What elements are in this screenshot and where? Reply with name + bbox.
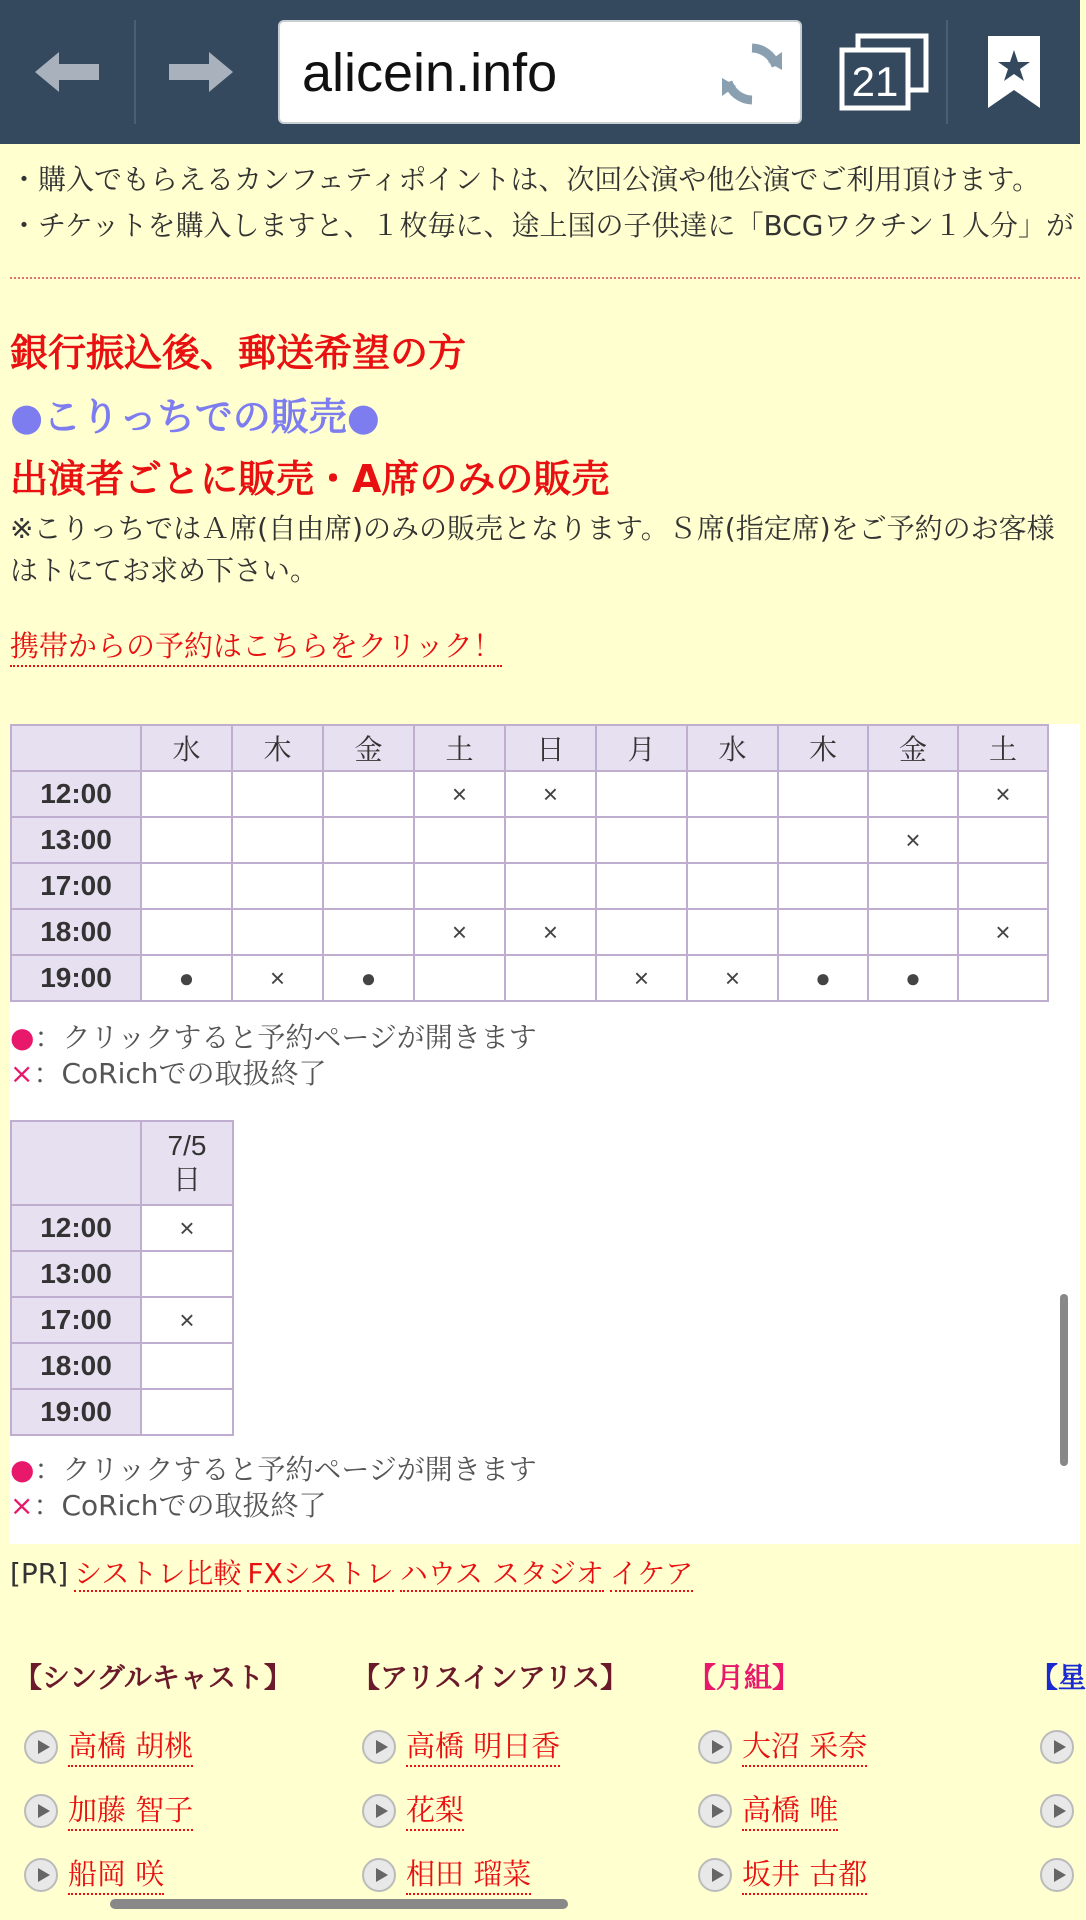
empty-slot [323, 817, 414, 863]
play-icon[interactable] [24, 1794, 58, 1828]
day-label: 日 [172, 1164, 201, 1195]
sold-out-mark: × [414, 909, 505, 955]
time-label: 12:00 [11, 771, 141, 817]
reserve-dot-icon[interactable]: ● [141, 955, 232, 1001]
pr-links [10, 1552, 693, 1592]
horizontal-scrollbar[interactable] [110, 1899, 568, 1909]
schedule-table-2 [10, 1120, 234, 1436]
sold-out-mark: × [141, 1297, 233, 1343]
empty-slot [687, 817, 778, 863]
empty-slot [141, 909, 232, 955]
forward-button[interactable] [146, 20, 256, 124]
day-header: 月 [596, 725, 687, 771]
empty-slot [232, 909, 323, 955]
bank-transfer-heading: 銀行振込後、郵送希望の方 [10, 331, 467, 375]
empty-slot [958, 817, 1048, 863]
cast-member-link[interactable]: 相田 瑠菜 [406, 1852, 531, 1895]
reserve-dot-icon[interactable]: ● [323, 955, 414, 1001]
pr-link[interactable]: ハウス スタジオ [399, 1557, 604, 1590]
pr-label: [PR] [10, 1557, 69, 1590]
date-header-row [11, 1121, 233, 1205]
play-icon[interactable] [1040, 1858, 1074, 1892]
legend-x-text: ：CoRichでの取扱終了 [33, 1057, 327, 1090]
cast-column-title: 【アリスインアリス】 [352, 1661, 629, 1694]
reserve-dot-icon: ● [10, 1021, 35, 1054]
empty-slot [414, 863, 505, 909]
empty-slot [958, 863, 1048, 909]
empty-slot [505, 817, 596, 863]
legend-dot-text: ：クリックすると予約ページが開きます [34, 1021, 537, 1054]
legend-2 [10, 1452, 537, 1524]
play-icon[interactable] [24, 1858, 58, 1892]
reload-icon[interactable] [718, 40, 786, 108]
empty-slot [232, 771, 323, 817]
schedule-row [11, 817, 1048, 863]
empty-slot [414, 955, 505, 1001]
sold-out-mark: × [141, 1205, 233, 1251]
back-button[interactable] [12, 20, 122, 124]
empty-slot [868, 909, 958, 955]
time-label: 18:00 [11, 909, 141, 955]
sold-out-mark: × [414, 771, 505, 817]
arrow-right-icon [167, 50, 235, 94]
cast-column-title: 【月組】 [688, 1661, 801, 1694]
date-label: 7/5 [167, 1130, 207, 1161]
empty-slot [778, 863, 868, 909]
cast-column-title: 【シングルキャスト】 [14, 1661, 292, 1694]
sold-out-mark: × [687, 955, 778, 1001]
empty-slot [596, 909, 687, 955]
intro-line-1: ・購入でもらえるカンフェティポイントは、次回公演や他公演でご利用頂けます。 [10, 163, 1041, 196]
tabs-button[interactable] [838, 28, 934, 116]
section-divider [10, 277, 1080, 279]
play-icon[interactable] [362, 1858, 396, 1892]
play-icon[interactable] [1040, 1730, 1074, 1764]
seat-note: ※こりっちではＡ席(自由席)のみの販売となります。Ｓ席(指定席)をご予約のお客様はトにてお求め下さい。 [10, 512, 1055, 587]
intro-line-2: ・チケットを購入しますと、１枚毎に、途上国の子供達に「BCGワクチン１人分」が [10, 209, 1075, 242]
sold-out-mark: × [958, 771, 1048, 817]
cast-member-link[interactable]: 坂井 古都 [742, 1852, 867, 1895]
empty-slot [687, 909, 778, 955]
empty-slot [141, 1251, 233, 1297]
time-label: 13:00 [11, 1251, 141, 1297]
time-label: 13:00 [11, 817, 141, 863]
cast-member-link[interactable]: 高橋 唯 [742, 1788, 838, 1831]
empty-slot [141, 1343, 233, 1389]
time-label: 19:00 [11, 955, 141, 1001]
empty-slot [778, 817, 868, 863]
play-icon[interactable] [362, 1730, 396, 1764]
reserve-dot-icon[interactable]: ● [868, 955, 958, 1001]
empty-slot [687, 771, 778, 817]
play-icon[interactable] [698, 1794, 732, 1828]
schedule-table-1 [10, 724, 1049, 1002]
toolbar-divider [134, 20, 136, 124]
empty-slot [232, 863, 323, 909]
empty-slot [596, 817, 687, 863]
vertical-scrollbar[interactable] [1060, 1294, 1068, 1466]
play-icon[interactable] [362, 1794, 396, 1828]
cast-column-title: 【星 [1030, 1661, 1086, 1694]
empty-slot [141, 863, 232, 909]
empty-slot [414, 817, 505, 863]
day-header: 水 [687, 725, 778, 771]
schedule-row [11, 1297, 233, 1343]
sold-out-mark: × [505, 771, 596, 817]
play-icon[interactable] [1040, 1794, 1074, 1828]
date-header [141, 1121, 233, 1205]
corner-cell [11, 725, 141, 771]
legend-1 [10, 1020, 537, 1092]
sold-out-mark: × [958, 909, 1048, 955]
sold-out-mark: × [232, 955, 323, 1001]
pr-link[interactable]: FXシストレ [247, 1557, 394, 1590]
empty-slot [596, 771, 687, 817]
legend-x-text: ：CoRichでの取扱終了 [33, 1489, 327, 1522]
empty-slot [868, 863, 958, 909]
day-header: 木 [232, 725, 323, 771]
empty-slot [778, 909, 868, 955]
mobile-reservation-link[interactable]: 携帯からの予約はこちらをクリック！ [10, 624, 502, 667]
empty-slot [323, 771, 414, 817]
play-icon[interactable] [698, 1730, 732, 1764]
time-label: 19:00 [11, 1389, 141, 1435]
day-header: 金 [323, 725, 414, 771]
pr-link[interactable]: イケア [609, 1557, 694, 1590]
empty-slot [778, 771, 868, 817]
empty-slot [323, 909, 414, 955]
reserve-dot-icon: ● [10, 1453, 35, 1486]
day-header: 土 [958, 725, 1048, 771]
tab-count: 21 [851, 58, 899, 105]
empty-slot [141, 1389, 233, 1435]
day-header: 土 [414, 725, 505, 771]
schedule-row [11, 1389, 233, 1435]
empty-slot [868, 771, 958, 817]
sold-out-mark: × [868, 817, 958, 863]
toolbar-divider [946, 20, 948, 124]
url-text: alicein.info [302, 43, 558, 103]
reserve-dot-icon[interactable]: ● [778, 955, 868, 1001]
closed-x-icon: × [10, 1057, 34, 1090]
day-header: 木 [778, 725, 868, 771]
time-label: 17:00 [11, 1297, 141, 1343]
cast-member-link[interactable]: 加藤 智子 [68, 1788, 193, 1831]
page-content [0, 144, 1086, 1920]
empty-slot [687, 863, 778, 909]
address-bar[interactable] [278, 20, 802, 124]
empty-slot [505, 863, 596, 909]
day-header: 水 [141, 725, 232, 771]
schedule-row [11, 955, 1048, 1001]
bookmark-icon[interactable] [984, 32, 1044, 112]
schedule-row [11, 1343, 233, 1389]
cast-member-link[interactable]: 高橋 明日香 [406, 1724, 560, 1767]
day-header-row [11, 725, 1048, 771]
corich-heading: ●こりっちでの販売● [10, 395, 380, 439]
schedule-row [11, 909, 1048, 955]
time-label: 17:00 [11, 863, 141, 909]
time-label: 18:00 [11, 1343, 141, 1389]
browser-toolbar [0, 0, 1080, 144]
schedule-row [11, 863, 1048, 909]
play-icon[interactable] [698, 1858, 732, 1892]
empty-slot [958, 955, 1048, 1001]
empty-slot [232, 817, 323, 863]
closed-x-icon: × [10, 1489, 34, 1522]
sold-out-mark: × [505, 909, 596, 955]
schedule-row [11, 771, 1048, 817]
time-label: 12:00 [11, 1205, 141, 1251]
per-actor-heading: 出演者ごとに販売・A席のみの販売 [10, 457, 610, 501]
empty-slot [323, 863, 414, 909]
cast-member-link[interactable]: 高橋 胡桃 [68, 1724, 193, 1767]
day-header: 金 [868, 725, 958, 771]
cast-member-link[interactable]: 大沼 采奈 [742, 1724, 867, 1767]
sold-out-mark: × [596, 955, 687, 1001]
pr-link[interactable]: シストレ比較 [74, 1557, 242, 1590]
legend-dot-text: ：クリックすると予約ページが開きます [34, 1453, 537, 1486]
cast-member-link[interactable]: 船岡 咲 [68, 1852, 164, 1895]
schedule-row [11, 1205, 233, 1251]
empty-slot [596, 863, 687, 909]
corner-cell [11, 1121, 141, 1205]
empty-slot [141, 817, 232, 863]
play-icon[interactable] [24, 1730, 58, 1764]
arrow-left-icon [33, 50, 101, 94]
cast-member-link[interactable]: 花梨 [406, 1788, 464, 1831]
schedule-row [11, 1251, 233, 1297]
day-header: 日 [505, 725, 596, 771]
empty-slot [505, 955, 596, 1001]
empty-slot [141, 771, 232, 817]
